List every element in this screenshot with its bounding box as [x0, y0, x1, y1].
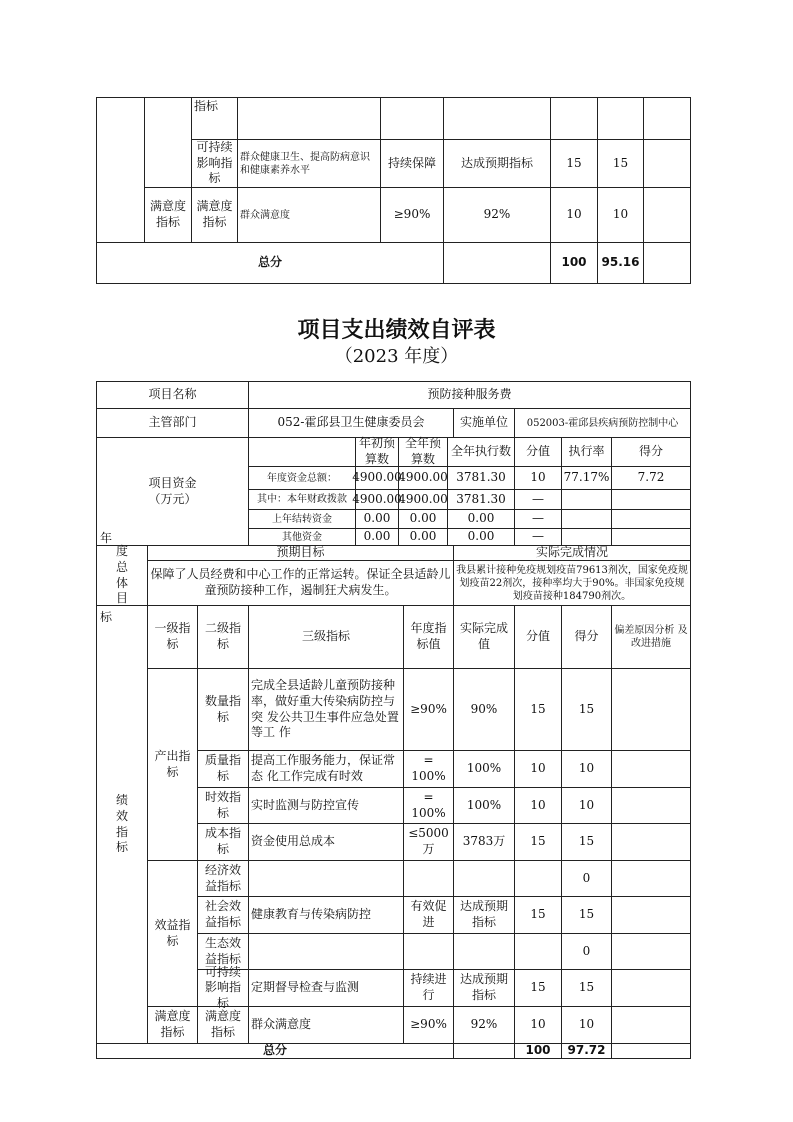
funds-value-text: 4900.00: [398, 491, 448, 506]
funds-row-label-text: 年度资金总额：: [267, 472, 337, 484]
level2-cell: [197, 750, 249, 788]
total-score: [561, 1043, 612, 1059]
weight-cell-text: 10: [566, 207, 582, 222]
actual-cell: [453, 787, 515, 824]
target-cell: [403, 1006, 454, 1044]
target-cell-text: = 100%: [411, 789, 446, 820]
level3-cell: [248, 787, 404, 824]
target-cell: [403, 750, 454, 788]
weight-cell: [514, 668, 562, 751]
funds-header-text: 分值: [525, 444, 550, 459]
score-cell-text: 0: [582, 870, 591, 885]
level3-cell: [248, 1006, 404, 1044]
funds-value: [352, 489, 402, 510]
weight-cell-text: 10: [530, 1017, 546, 1032]
funds-value: [355, 528, 399, 546]
weight-cell-text: 15: [530, 907, 546, 922]
funds-value: [355, 509, 399, 529]
score-cell: [561, 787, 612, 824]
actual-cell: [453, 933, 515, 970]
funds-row-label-text: 上年结转资金: [272, 513, 332, 525]
funds-value-text: 0.00: [409, 511, 437, 526]
level2-cell-text: 社会效益指标: [204, 899, 241, 929]
impl-unit-value: [514, 408, 691, 438]
funds-value-text: 0.00: [467, 511, 495, 526]
total-label: [96, 1043, 454, 1059]
funds-value-text: 4900.00: [352, 470, 402, 485]
weight-cell: [514, 787, 562, 824]
remark-cell: [611, 668, 691, 751]
level2-cell-text: 成本指标: [204, 826, 241, 856]
total-weight-text: 100: [561, 255, 587, 270]
weight-cell: [514, 860, 562, 897]
funds-value: [398, 466, 448, 490]
level1-cell-text: 满意度指标: [149, 199, 186, 229]
indicator-header: [248, 605, 404, 669]
score-cell: [561, 933, 612, 970]
score-cell: [561, 1006, 612, 1044]
funds-row-label: [248, 466, 356, 490]
funds-value-text: 3781.30: [456, 491, 506, 506]
blank-cell: [453, 1043, 515, 1059]
weight-cell-text: 10: [530, 761, 546, 776]
project-name-label-text: 项目名称: [148, 387, 197, 402]
funds-row-label-text: 其他资金: [282, 531, 322, 543]
level1-cell: [144, 187, 192, 243]
funds-row-label-text: 其中：本年财政拨款: [257, 494, 347, 505]
page-title: 项目支出绩效自评表: [297, 318, 496, 343]
total-weight: [514, 1043, 562, 1059]
blank-cell: [380, 97, 444, 140]
indicator-header: [514, 605, 562, 669]
goals-label: [96, 545, 148, 606]
expected-goal-text: [147, 560, 454, 606]
actual-cell: [453, 1006, 515, 1044]
indicator-header-text: 一级指标: [154, 621, 191, 651]
level2-cell: [191, 187, 238, 243]
total-weight-text: 100: [525, 1043, 551, 1058]
level2-cell-text: 时效指标: [204, 789, 241, 820]
level2-cell: [197, 896, 249, 934]
blank-cell: [597, 97, 644, 140]
actual-cell: [453, 860, 515, 897]
score-cell: [597, 139, 644, 188]
funds-label: [96, 437, 249, 546]
actual-cell: [453, 750, 515, 788]
funds-value: [352, 466, 402, 490]
remark-cell: [643, 139, 691, 188]
funds-row-label: [248, 509, 356, 529]
funds-value: [514, 466, 562, 490]
funds-value: [398, 528, 448, 546]
target-cell-text: 持续保障: [387, 155, 436, 170]
level2-cell: [197, 787, 249, 824]
weight-cell: [514, 1006, 562, 1044]
weight-cell: [514, 750, 562, 788]
indicator-header: [403, 605, 454, 669]
level3-cell-text: 提高工作服务能力，保证常态 化工作完成有时效: [251, 753, 396, 783]
level3-cell-text: 群众满意度: [240, 209, 290, 221]
level2-cell-text: 可持续影响指标: [196, 140, 233, 186]
level1-cell: [147, 668, 198, 861]
level2-cell: [197, 668, 249, 751]
remark-cell: [611, 750, 691, 788]
target-cell: [380, 139, 444, 188]
total-score: [597, 242, 644, 284]
indicator-header-text: 偏差原因分析 及改进措施: [614, 625, 688, 649]
funds-value-text: 7.72: [637, 470, 665, 485]
score-cell-text: 15: [578, 980, 595, 995]
blank-cell: [550, 97, 598, 140]
funds-value-text: 10: [530, 470, 546, 485]
score-cell-text: 0: [582, 943, 591, 958]
level2-cell: [197, 964, 249, 1010]
actual-cell: [443, 139, 551, 188]
level3-cell-text: 群众健康卫生、提高防病意识和健康素养水平: [240, 151, 370, 176]
expected-goal-header: [147, 545, 454, 561]
actual-result-text-text: 我县累计接种免疫规划疫苗79613剂次，国家免疫规划疫苗22剂次，接种率均大于90%。非国家免疫规划疫苗接种184790剂次。: [456, 564, 688, 602]
funds-value-text: 4900.00: [352, 491, 402, 506]
total-label: [96, 242, 444, 284]
level1-cell-text: 产出指标: [154, 748, 191, 779]
funds-row-label: [248, 489, 356, 510]
funds-label-text: 项目资金 （万元）: [148, 475, 197, 506]
score-cell: [561, 860, 612, 897]
expected-goal-text-text: 保障了人员经费和中心工作的正常运转。保证全县适龄儿童预防接种工作，遏制狂犬病发生。: [150, 567, 451, 597]
level2-cell: [191, 97, 238, 140]
level2-cell-text: 满意度指标: [196, 199, 233, 229]
blank-cell: [237, 97, 381, 140]
funds-value-text: —: [532, 529, 544, 544]
score-cell: [561, 668, 612, 751]
level2-cell-text: 经济效益指标: [204, 862, 241, 893]
score-cell-text: 15: [578, 701, 595, 716]
target-cell-text: ≥90%: [393, 207, 431, 222]
level3-cell: [248, 896, 404, 934]
target-cell: [403, 787, 454, 824]
weight-cell-text: 15: [530, 980, 546, 995]
total-label-text: 总分: [262, 1043, 287, 1058]
level2-cell: [197, 860, 249, 897]
actual-result-header-text: 实际完成情况: [535, 545, 608, 560]
target-cell: [403, 896, 454, 934]
level3-cell: [248, 750, 404, 788]
funds-header-text: 执行率: [568, 444, 605, 459]
page-subtitle: （2023 年度）: [334, 346, 459, 367]
blank-cell: [643, 242, 691, 284]
funds-value-text: 3781.30: [456, 470, 506, 485]
weight-cell-text: 10: [530, 797, 546, 812]
level2-cell-text: 数量指标: [204, 693, 241, 724]
indicator-header-text: 三级指标: [301, 629, 350, 644]
dept-value-text: 052-霍邱县卫生健康委员会: [277, 415, 425, 430]
blank-cell: [611, 1043, 691, 1059]
score-cell-text: 15: [612, 155, 629, 170]
level2-cell-text: 指标: [194, 99, 219, 113]
target-cell: [403, 668, 454, 751]
level2-cell: [197, 1006, 249, 1044]
total-score-text: 95.16: [601, 255, 640, 270]
actual-cell: [453, 668, 515, 751]
funds-value: [447, 466, 515, 490]
funds-value-text: —: [532, 491, 544, 506]
goals-label-fragment: 标: [100, 610, 113, 624]
funds-header-text: 得分: [638, 444, 663, 459]
funds-header-text: 全年预算数: [404, 436, 441, 466]
target-cell-text: 持续进行: [410, 972, 447, 1002]
level2-cell-text: 可持续影响指标: [204, 964, 241, 1010]
target-cell: [403, 860, 454, 897]
funds-value-text: 0.00: [363, 511, 391, 526]
funds-header: [611, 437, 691, 467]
funds-header: [447, 437, 515, 467]
funds-value: [514, 528, 562, 546]
impl-unit-value-text: 052003-霍邱县疾病预防控制中心: [526, 417, 679, 429]
weight-cell: [550, 187, 598, 243]
remark-cell: [611, 1006, 691, 1044]
weight-cell: [550, 139, 598, 188]
funds-value: [514, 509, 562, 529]
level3-cell: [237, 139, 381, 188]
funds-row-label: [248, 528, 356, 546]
target-cell-text: ≥90%: [410, 1017, 447, 1032]
funds-value: [514, 489, 562, 510]
dept-label: [96, 408, 249, 438]
project-name-value: [248, 381, 691, 409]
project-name-value-text: 预防接种服务费: [427, 387, 512, 402]
level2-cell-text: 满意度指标: [204, 1009, 241, 1039]
actual-cell-text: 100%: [466, 761, 502, 776]
score-cell: [597, 187, 644, 243]
actual-cell-text: 92%: [483, 207, 511, 222]
indicator-header-text: 实际完成值: [459, 621, 508, 651]
actual-cell-text: 92%: [470, 1017, 498, 1032]
weight-cell: [514, 823, 562, 861]
score-cell: [561, 969, 612, 1007]
funds-header: [561, 437, 612, 467]
level3-cell-text: 资金使用总成本: [251, 834, 336, 849]
funds-header-text: 年初预算数: [358, 436, 395, 466]
target-cell-text: ≥90%: [410, 701, 447, 716]
level3-cell: [237, 187, 381, 243]
level1-cell-text: 效益指标: [154, 917, 191, 948]
blank-cell: [96, 97, 145, 243]
score-cell-text: 15: [578, 834, 595, 849]
funds-value: [561, 528, 612, 546]
funds-value-text: —: [532, 511, 544, 526]
actual-cell-text: 达成预期指标: [459, 899, 508, 929]
target-cell-text: ≤5000万: [408, 826, 449, 856]
score-cell: [561, 750, 612, 788]
impl-unit-label-text: 实施单位: [459, 415, 508, 430]
funds-value-text: 0.00: [363, 529, 391, 544]
funds-value: [398, 489, 448, 510]
actual-cell: [453, 823, 515, 861]
indicator-header-text: 年度指标值: [410, 621, 447, 651]
total-score-text: 97.72: [567, 1043, 606, 1058]
blank-cell: [443, 97, 551, 140]
expected-goal-header-text: 预期目标: [276, 545, 325, 560]
level3-cell-text: 完成全县适龄儿童预防接种 率，做好重大传染病防控与突 发公共卫生事件应急处置等工 作: [251, 678, 399, 740]
total-weight: [550, 242, 598, 284]
score-cell-text: 15: [578, 907, 595, 922]
indicator-header: [611, 605, 691, 669]
target-cell: [380, 187, 444, 243]
level1-cell-text: 满意度指标: [154, 1009, 191, 1039]
actual-result-header: [453, 545, 691, 561]
funds-value: [611, 528, 691, 546]
level3-cell-text: 实时监测与防控宣传: [251, 797, 360, 812]
actual-cell-text: 100%: [466, 797, 502, 812]
funds-value: [447, 489, 515, 510]
impl-unit-label: [453, 408, 515, 438]
level1-cell: [147, 860, 198, 1007]
score-cell: [561, 896, 612, 934]
blank-cell: [643, 97, 691, 140]
weight-cell: [514, 969, 562, 1007]
funds-header: [398, 437, 448, 467]
actual-cell: [453, 969, 515, 1007]
actual-cell-text: 90%: [470, 701, 498, 716]
funds-value-text: 4900.00: [398, 470, 448, 485]
blank-cell: [443, 242, 551, 284]
blank-cell: [248, 437, 356, 467]
level2-cell: [191, 139, 238, 188]
level3-cell-text: 健康教育与传染病防控: [251, 907, 372, 922]
funds-value: [561, 466, 612, 490]
blank-cell: [144, 97, 192, 188]
indicator-header: [197, 605, 249, 669]
weight-cell: [514, 933, 562, 970]
goals-label-fragment: 年: [100, 531, 113, 545]
funds-value: [611, 509, 691, 529]
indicators-label: [96, 605, 148, 1044]
funds-value-text: 77.17%: [563, 470, 610, 485]
actual-result-text: [453, 560, 691, 606]
actual-cell-text: 达成预期指标: [459, 972, 508, 1002]
goals-label-text: 度总体目: [115, 544, 128, 606]
score-cell-text: 10: [612, 207, 629, 222]
level1-cell: [147, 1006, 198, 1044]
actual-cell-text: 3783万: [462, 834, 506, 849]
funds-value: [611, 489, 691, 510]
remark-cell: [611, 860, 691, 897]
level3-cell-text: 群众满意度: [251, 1017, 312, 1032]
actual-cell-text: 达成预期指标: [460, 155, 533, 170]
indicator-header-text: 得分: [574, 629, 599, 644]
weight-cell-text: 15: [566, 155, 582, 170]
level3-cell: [248, 969, 404, 1007]
project-name-label: [96, 381, 249, 409]
weight-cell-text: 15: [530, 834, 546, 849]
remark-cell: [611, 787, 691, 824]
weight-cell-text: 15: [530, 701, 546, 716]
remark-cell: [611, 969, 691, 1007]
level2-cell-text: 质量指标: [204, 753, 241, 783]
level3-cell-text: 定期督导检查与监测: [251, 980, 360, 995]
funds-value: [447, 528, 515, 546]
weight-cell: [514, 896, 562, 934]
target-cell-text: = 100%: [411, 753, 446, 783]
target-cell: [403, 969, 454, 1007]
level3-cell: [248, 933, 404, 970]
target-cell-text: 有效促进: [410, 899, 447, 929]
funds-value-text: 0.00: [409, 529, 437, 544]
indicator-header-text: 分值: [525, 629, 550, 644]
remark-cell: [611, 823, 691, 861]
total-label-text: 总分: [257, 255, 282, 270]
actual-cell: [443, 187, 551, 243]
target-cell: [403, 933, 454, 970]
funds-value: [611, 466, 691, 490]
indicators-label-text: 绩效指标: [115, 793, 128, 855]
indicator-header: [147, 605, 198, 669]
funds-value: [561, 489, 612, 510]
funds-value: [447, 509, 515, 529]
indicator-header: [453, 605, 515, 669]
score-cell-text: 10: [578, 761, 595, 776]
funds-value: [561, 509, 612, 529]
score-cell: [561, 823, 612, 861]
funds-value: [398, 509, 448, 529]
target-cell: [403, 823, 454, 861]
remark-cell: [611, 933, 691, 970]
indicator-header: [561, 605, 612, 669]
funds-header: [514, 437, 562, 467]
level2-cell: [197, 823, 249, 861]
level3-cell: [248, 823, 404, 861]
level3-cell: [248, 860, 404, 897]
dept-value: [248, 408, 454, 438]
dept-label-text: 主管部门: [148, 415, 197, 430]
indicator-header-text: 二级指标: [204, 621, 241, 651]
score-cell-text: 10: [578, 1017, 595, 1032]
funds-value-text: 0.00: [467, 529, 495, 544]
score-cell-text: 10: [578, 797, 595, 812]
remark-cell: [611, 896, 691, 934]
level3-cell: [248, 668, 404, 751]
level2-cell-text: 生态效益指标: [204, 935, 241, 966]
funds-header: [355, 437, 399, 467]
actual-cell: [453, 896, 515, 934]
remark-cell: [643, 187, 691, 243]
funds-header-text: 全年执行数: [450, 444, 511, 459]
